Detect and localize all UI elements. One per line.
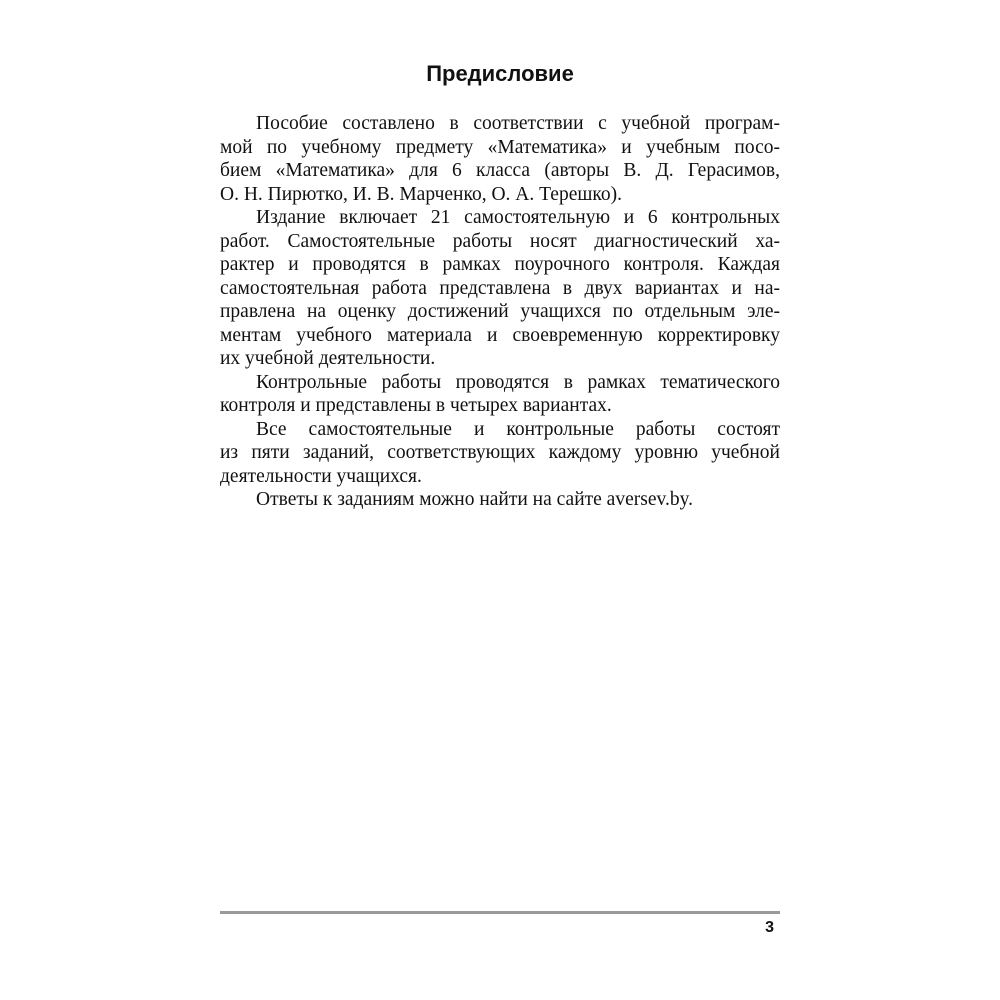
text-line: деятельности учащихся. — [220, 465, 422, 487]
page-title: Предисловие — [426, 61, 574, 86]
footer-divider — [220, 911, 780, 914]
text-line: самостоятельная работа представлена в двух вариантах и на- — [220, 277, 780, 299]
text-line: мой по учебному предмету «Математика» и учебным посо- — [220, 136, 780, 158]
page-number: 3 — [765, 919, 774, 936]
text-line: их учебной деятельности. — [220, 348, 436, 369]
text-line: О. Н. Пирютко, И. В. Марченко, О. А. Терешко). — [220, 183, 622, 205]
text-line: Издание включает 21 самостоятельную и 6 контрольных — [256, 207, 780, 228]
text-line: правлена на оценку достижений учащихся по отдельным эле- — [220, 301, 780, 322]
text-line: бием «Математика» для 6 класса (авторы В. Д. Герасимов, — [220, 160, 780, 181]
text-line: контроля и представлены в четырех вариантах. — [220, 395, 612, 416]
text-line: рактер и проводятся в рамках поурочного контроля. Каждая — [220, 254, 780, 275]
text-line: работ. Самостоятельные работы носят диагностический ха- — [220, 230, 780, 252]
text-line: из пяти заданий, соответствующих каждому уровню учебной — [220, 442, 780, 463]
text-line: Ответы к заданиям можно найти на сайте aversev.by. — [256, 489, 693, 510]
text-line: Контрольные работы проводятся в рамках тематического — [256, 371, 780, 393]
text-line: Все самостоятельные и контрольные работы состоят — [256, 418, 780, 440]
text-line: Пособие составлено в соответствии с учебной програм- — [256, 113, 780, 134]
text-line: ментам учебного материала и своевременную корректировку — [220, 324, 780, 346]
preface-text — [220, 112, 780, 512]
